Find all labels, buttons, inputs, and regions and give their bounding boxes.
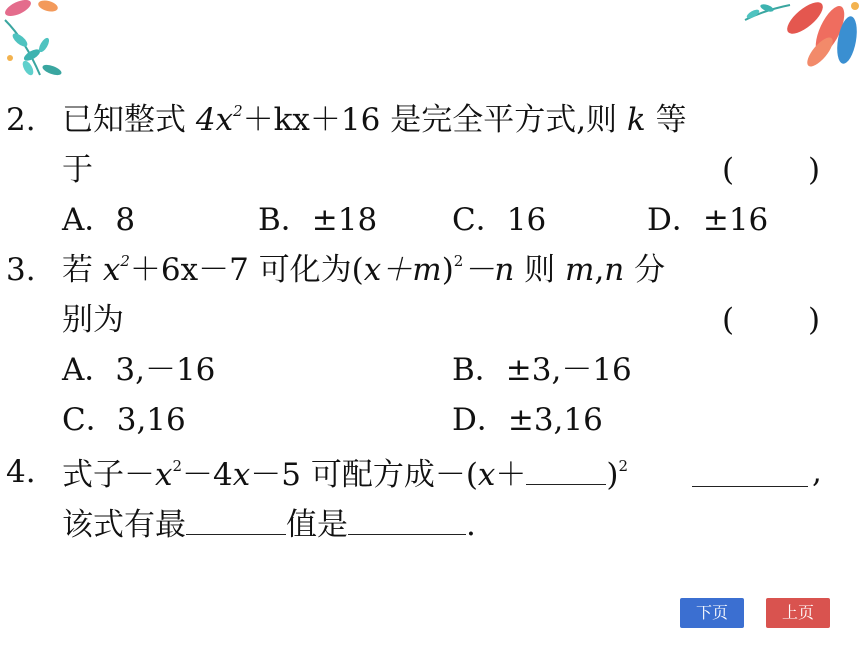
math-expression: x＋m [363, 252, 442, 288]
option-a[interactable]: A．8 [62, 202, 136, 238]
option-a[interactable]: A．3,－16 [62, 352, 216, 388]
stem-text: 则 [524, 252, 556, 288]
math-expression: $x^2$ [102, 252, 130, 288]
answer-paren-right: ) [808, 152, 821, 188]
option-c[interactable]: C．3,16 [62, 402, 186, 438]
stem-text: 分 [634, 252, 666, 288]
question-number: 3. [6, 252, 36, 288]
answer-blank-4[interactable] [348, 502, 466, 535]
stem-text: 可化为( [258, 252, 364, 288]
answer-paren-left: ( [722, 152, 735, 188]
question-number: 4. [6, 454, 36, 490]
stem-text: 于 [62, 152, 93, 188]
answer-blank-3[interactable] [186, 502, 286, 535]
option-d[interactable]: D．±16 [647, 202, 769, 238]
stem-text: 若 [62, 252, 93, 288]
answer-blank-2[interactable] [692, 454, 808, 487]
answer-paren-left: ( [722, 302, 735, 338]
floral-decoration-right [735, 0, 860, 80]
math-variable: n [604, 252, 625, 288]
math-variable: m [565, 252, 595, 288]
floral-decoration-left [0, 0, 90, 95]
stem-text: 别为 [62, 302, 124, 338]
stem-text: 已知整式 [62, 102, 186, 138]
option-b[interactable]: B．±18 [258, 202, 378, 238]
math-expression: ＋kx＋16 [242, 102, 381, 138]
stem-text: 是完全平方式,则 [390, 102, 618, 138]
math-expression: ＋6x－7 [129, 252, 249, 288]
option-d[interactable]: D．±3,16 [452, 402, 603, 438]
question-number: 2. [6, 102, 36, 138]
math-expression: －n [463, 252, 515, 288]
answer-paren-right: ) [808, 302, 821, 338]
math-expression: $4x^2$ [195, 102, 243, 138]
option-b[interactable]: B．±3,－16 [452, 352, 632, 388]
prev-page-button[interactable]: 上页 [766, 598, 830, 628]
next-page-button[interactable]: 下页 [680, 598, 744, 628]
answer-blank-1[interactable] [526, 452, 606, 485]
math-variable: k [626, 102, 646, 138]
stem-text: 等 [655, 102, 687, 138]
option-c[interactable]: C．16 [452, 202, 547, 238]
exponent: 2 [453, 252, 464, 270]
